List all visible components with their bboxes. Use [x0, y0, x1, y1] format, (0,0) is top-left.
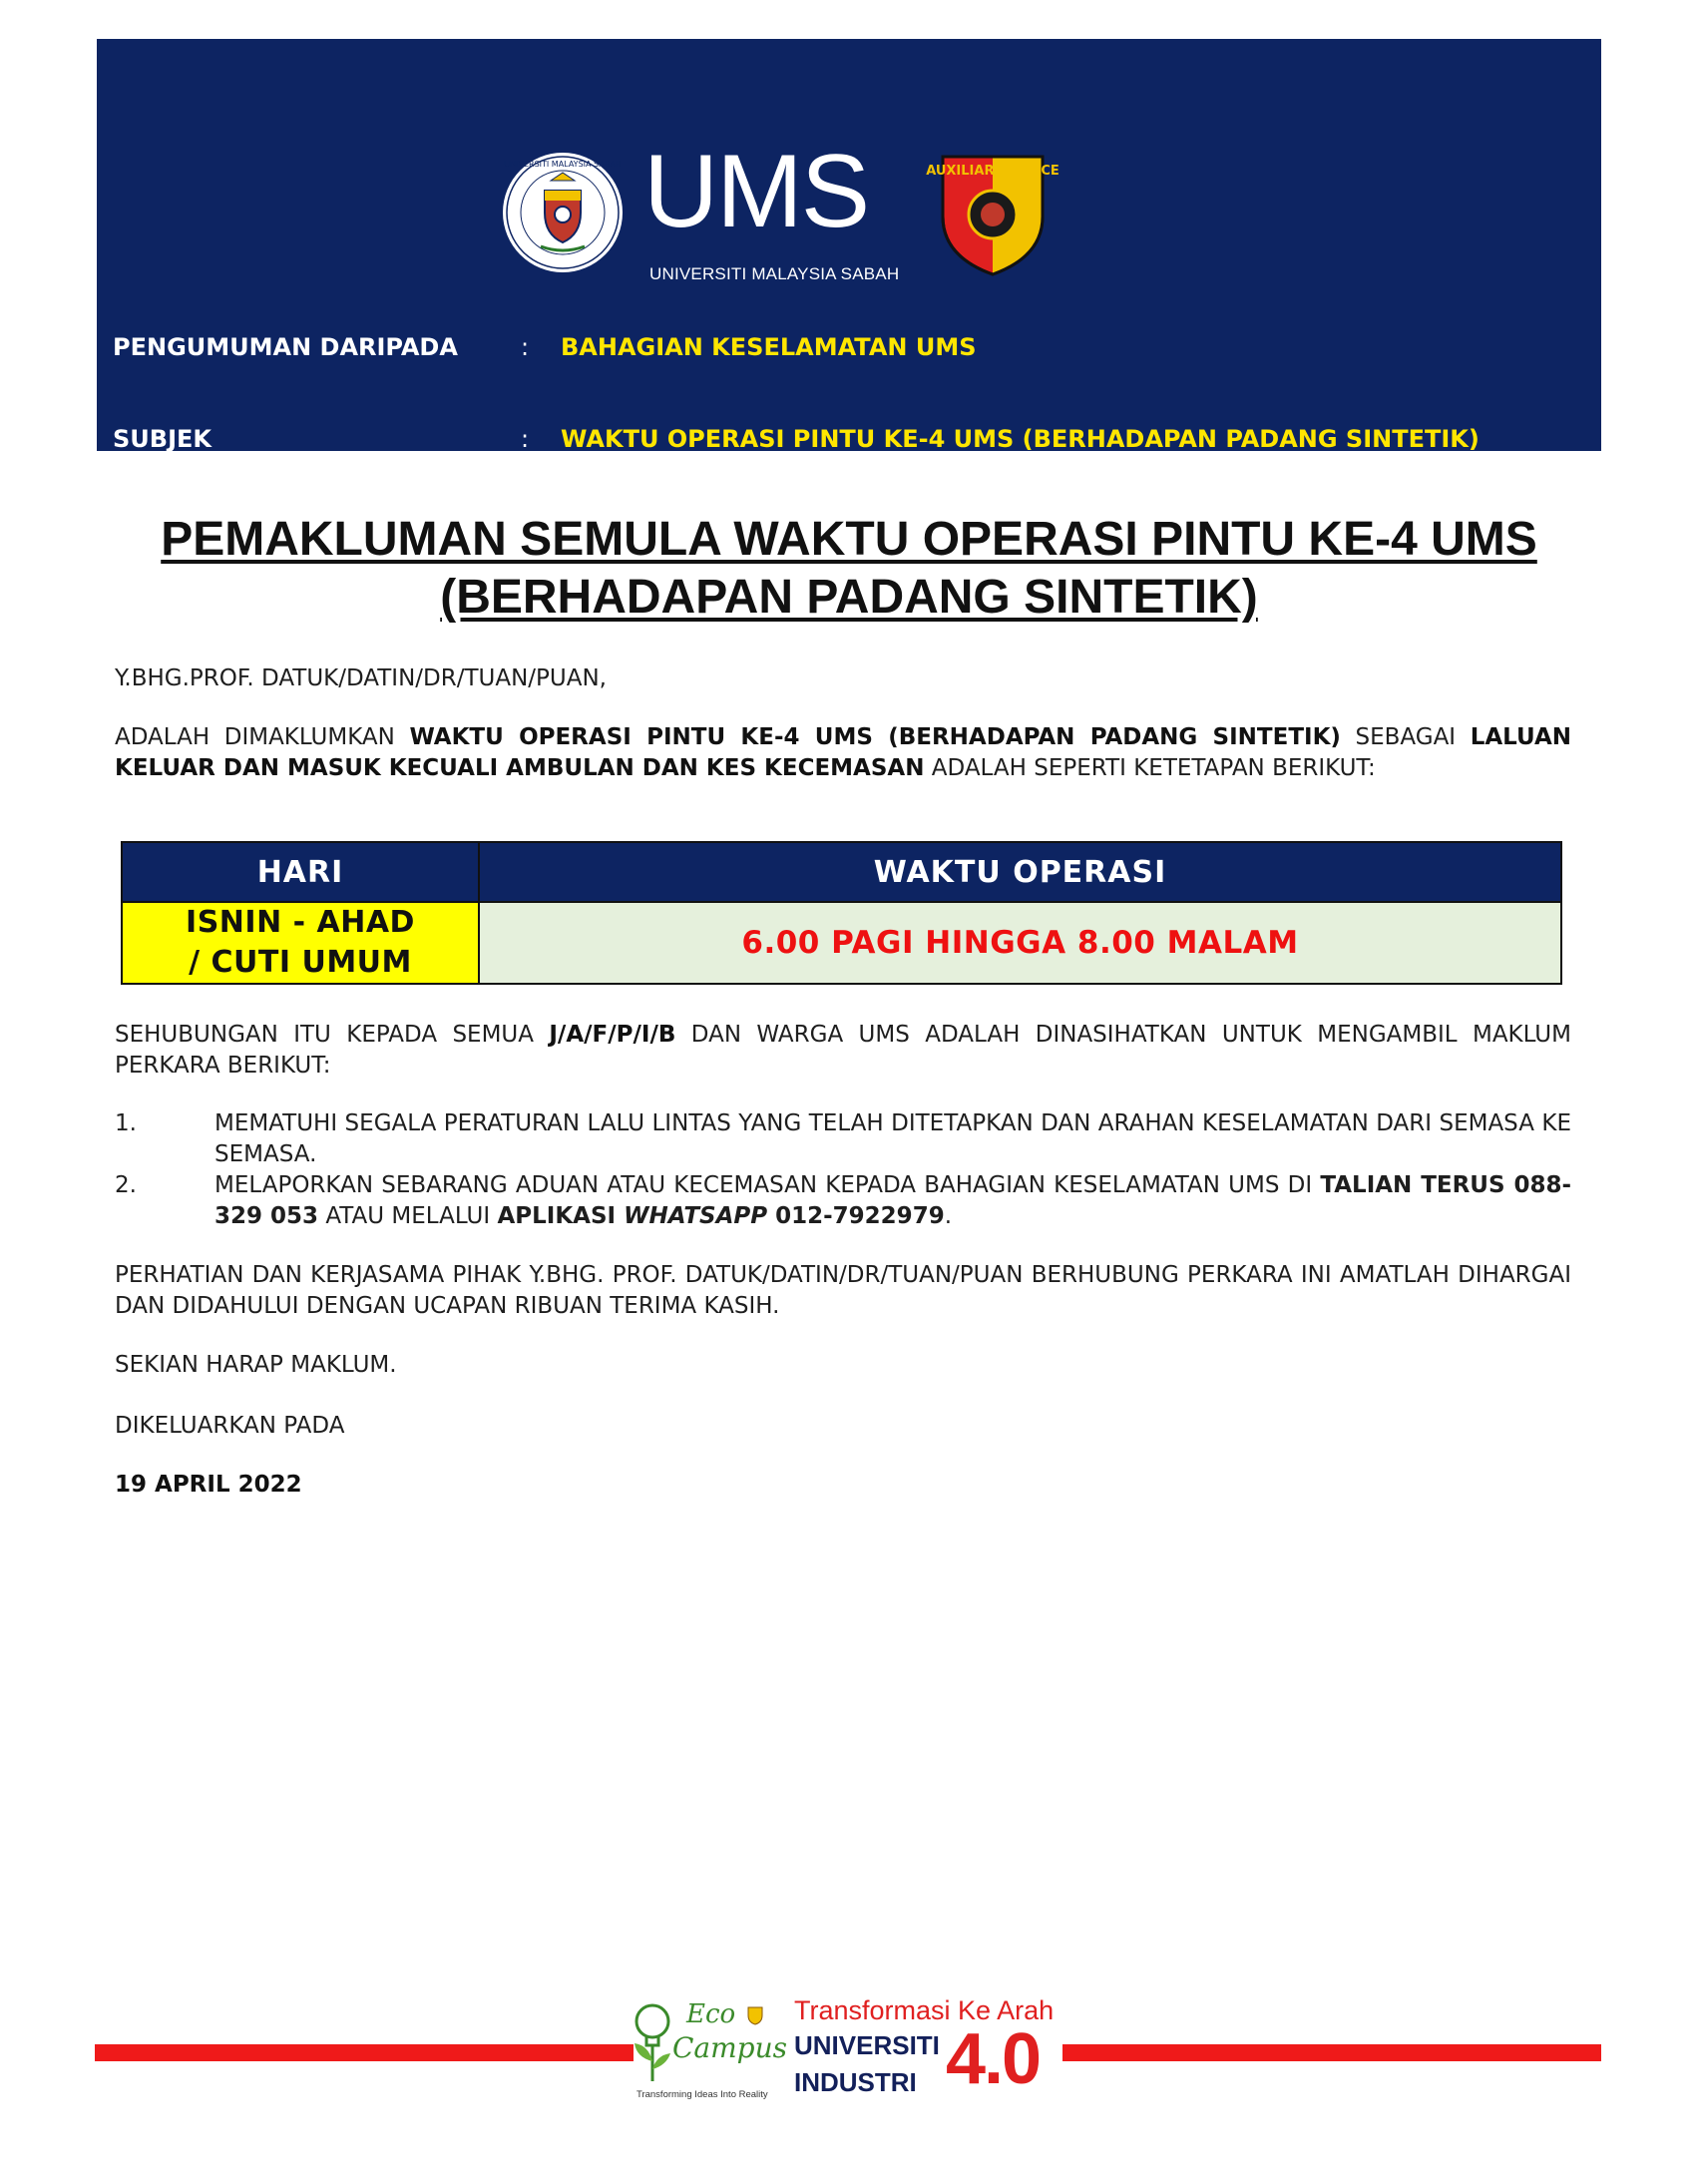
police-text: AUXILIARY POLICE — [926, 164, 1060, 179]
notice-paragraph — [115, 1020, 1571, 1082]
from-value: BAHAGIAN KESELAMATAN UMS — [561, 333, 977, 361]
intro-bold-2: LALUAN KELUAR DAN MASUK KECUALI AMBULAN DAN KES KECEMASAN — [115, 724, 1571, 781]
days-line-2: / CUTI UMUM — [189, 945, 412, 980]
tf-line-3: INDUSTRI — [794, 2067, 917, 2097]
header-banner — [97, 39, 1601, 451]
list-item-number: 1. — [115, 1110, 137, 1136]
footer-red-rule-right — [1062, 2044, 1601, 2061]
notice-bold-1: J/A/F/P/I/B — [549, 1022, 676, 1048]
title-line-1: PEMAKLUMAN SEMULA WAKTU OPERASI PINTU KE-4 UMS — [161, 513, 1537, 566]
from-colon: : — [521, 333, 530, 361]
tf-version-number: 4.0 — [946, 2019, 1041, 2099]
app-label: APLIKASI — [497, 1203, 625, 1229]
sign-off: SEKIAN HARAP MAKLUM. — [115, 1352, 397, 1378]
list-item-text: MEMATUHI SEGALA PERATURAN LALU LINTAS YANG TELAH DITETAPKAN DAN ARAHAN KESELAMATAN DARI SEMASA KE SEMASA. — [214, 1110, 1571, 1167]
transformation-logo — [794, 1995, 1073, 2115]
logo-row — [97, 111, 1601, 290]
subject-colon: : — [521, 425, 530, 453]
table-header-time: WAKTU OPERASI — [480, 843, 1560, 901]
table-cell-hours: 6.00 PAGI HINGGA 8.00 MALAM — [480, 901, 1560, 983]
issued-date: 19 APRIL 2022 — [115, 1472, 302, 1498]
announcement-from-row — [113, 333, 1589, 369]
ums-wordmark: UMS — [643, 134, 869, 249]
notice-text-2: DAN WARGA UMS ADALAH DINASIHATKAN UNTUK MENGAMBIL MAKLUM PERKARA BERIKUT: — [115, 1022, 1571, 1079]
operating-hours-table — [121, 841, 1562, 985]
eco-campus-logo — [629, 1995, 788, 2110]
instruction-list — [115, 1108, 1571, 1232]
intro-bold-1: WAKTU OPERASI PINTU KE-4 UMS (BERHADAPAN PADANG SINTETIK) — [409, 724, 1341, 750]
intro-text-3: ADALAH SEPERTI KETETAPAN BERIKUT: — [924, 755, 1376, 781]
list-item-end: . — [944, 1203, 953, 1229]
intro-text-2: SEBAGAI — [1340, 724, 1471, 750]
table-cell-days — [123, 901, 480, 983]
days-line-1: ISNIN - AHAD — [186, 905, 415, 940]
campus-word: Campus — [672, 2031, 787, 2064]
tf-line-2: UNIVERSITI — [794, 2030, 940, 2060]
salutation: Y.BHG.PROF. DATUK/DATIN/DR/TUAN/PUAN, — [115, 665, 607, 691]
whatsapp-label: WHATSAPP — [624, 1203, 768, 1229]
tf-line-1: Transformasi Ke Arah — [794, 1995, 1055, 2025]
from-label: PENGUMUMAN DARIPADA — [113, 333, 458, 361]
whatsapp-number: 012-7922979 — [767, 1203, 945, 1229]
footer-red-rule-left — [95, 2044, 634, 2061]
list-item-number: 2. — [115, 1172, 137, 1198]
eco-word: Eco — [686, 1999, 736, 2029]
title-line-2: (BERHADAPAN PADANG SINTETIK) — [440, 571, 1258, 624]
ums-logo — [643, 134, 903, 285]
issued-label: DIKELUARKAN PADA — [115, 1413, 345, 1439]
small-crest-icon — [746, 2005, 764, 2025]
page-title — [97, 511, 1601, 627]
list-item — [115, 1170, 1571, 1232]
subject-value: WAKTU OPERASI PINTU KE-4 UMS (BERHADAPAN PADANG SINTETIK) — [561, 425, 1480, 453]
crest-text: UNIVERSITI MALAYSIA SABAH — [504, 160, 622, 169]
list-item-text: MELAPORKAN SEBARANG ADUAN ATAU KECEMASAN KEPADA BAHAGIAN KESELAMATAN UMS DI — [214, 1172, 1321, 1198]
ums-crest-icon — [501, 151, 625, 278]
eco-tagline: Transforming Ideas Into Reality — [636, 2089, 768, 2100]
subject-row — [113, 425, 1589, 461]
notice-text-1: SEHUBUNGAN ITU KEPADA SEMUA — [115, 1022, 550, 1048]
subject-label: SUBJEK — [113, 425, 212, 453]
auxiliary-police-badge-icon — [926, 151, 1060, 278]
list-item-text: ATAU MELALUI — [318, 1203, 498, 1229]
lightbulb-leaf-icon — [629, 1999, 678, 2085]
list-item — [115, 1108, 1571, 1170]
ums-full-name: UNIVERSITI MALAYSIA SABAH — [649, 264, 900, 283]
hotline-number: TALIAN TERUS 088-329 053 — [214, 1172, 1572, 1229]
intro-text-1: ADALAH DIMAKLUMKAN — [115, 724, 410, 750]
intro-paragraph — [115, 722, 1571, 784]
closing-paragraph: PERHATIAN DAN KERJASAMA PIHAK Y.BHG. PROF. DATUK/DATIN/DR/TUAN/PUAN BERHUBUNG PERKARA INI AMATLAH DIHARGAI DAN DIDAHULUI DENGAN UCAPAN RIBUAN TERIMA KASIH. — [115, 1262, 1571, 1319]
table-header-day: HARI — [123, 843, 480, 901]
